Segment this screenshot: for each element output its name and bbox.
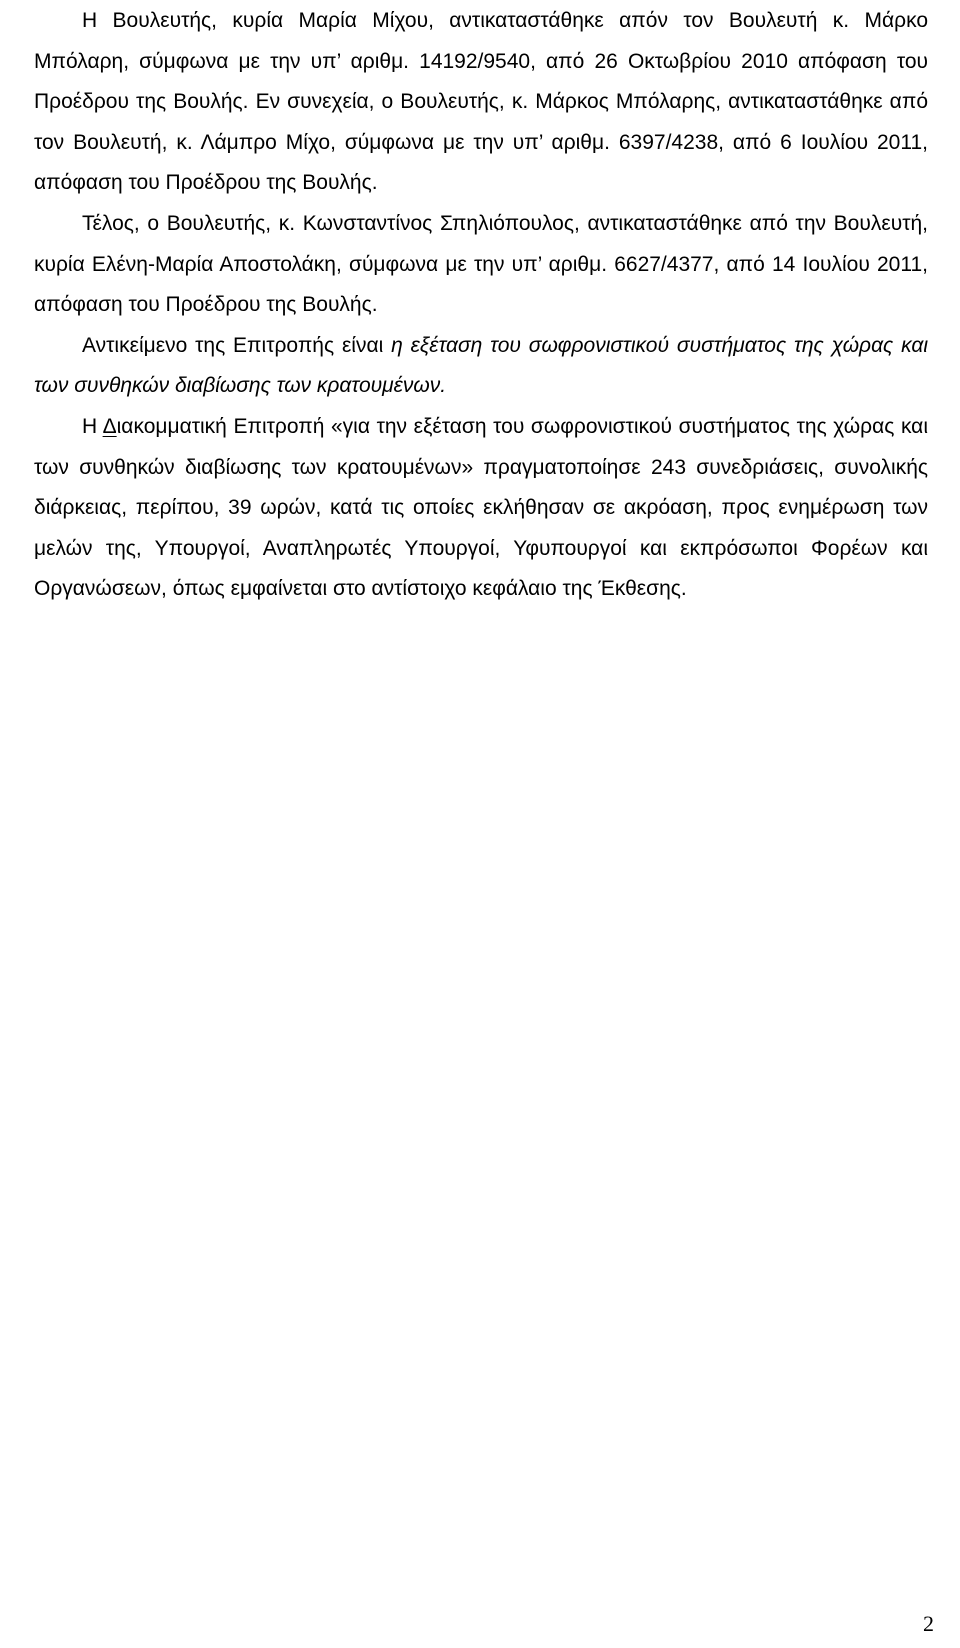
sessions-text: ιακομματική Επιτροπή «για την εξέταση του σωφρονιστικού συστήματος της χώρας και των συνθηκών διαβίωσης των κρατουμένων» πραγματοποίησε 243 συνεδριάσεις, συνολικής διάρκειας, περίπου, 39 ωρών, κατά τις οποίες εκλήθησαν σε ακρόαση, προς ενημέρωση των μελών της, Υπουργοί, Αναπληρωτές Υπουργοί, Υφυπουργοί και εκπρόσωποι Φορέων και Οργανώσεων, όπως εμφαίνεται στο αντίστοιχο κεφάλαιο της Έκθεσης. xyxy=(34,414,928,601)
page-number: 2 xyxy=(923,1611,934,1636)
paragraph-final-replacement: Τέλος, ο Βουλευτής, κ. Κωνσταντίνος Σπηλιόπουλος, αντικαταστάθηκε από την Βουλευτή, κυρία Ελένη-Μαρία Αποστολάκη, σύμφωνα με την υπ’ αριθμ. 6627/4377, από 14 Ιουλίου 2011, απόφαση του Προέδρου της Βουλής. xyxy=(34,211,928,317)
subject-emphasis: η εξέταση του σωφρονιστικού συστήματος της χώρας και των συνθηκών διαβίωσης των κρατουμένων. xyxy=(34,333,928,398)
paragraph-committee-sessions xyxy=(34,407,928,610)
sessions-underlined-letter: Δ xyxy=(102,414,117,438)
subject-prefix: Αντικείμενο της Επιτροπής είναι xyxy=(82,333,392,357)
paragraph-member-replacements: Η Βουλευτής, κυρία Μαρία Μίχου, αντικαταστάθηκε απόν τον Βουλευτή κ. Μάρκο Μπόλαρη, σύμφωνα με την υπ’ αριθμ. 14192/9540, από 26 Οκτωβρίου 2010 απόφαση του Προέδρου της Βουλής. Εν συνεχεία, ο Βουλευτής, κ. Μάρκος Μπόλαρης, αντικαταστάθηκε από τον Βουλευτή, κ. Λάμπρο Μίχο, σύμφωνα με την υπ’ αριθμ. 6397/4238, από 6 Ιουλίου 2011, απόφαση του Προέδρου της Βουλής. xyxy=(34,9,928,195)
body-text xyxy=(34,0,928,610)
paragraph-committee-subject xyxy=(34,326,928,407)
sessions-lead: Η xyxy=(82,414,103,438)
